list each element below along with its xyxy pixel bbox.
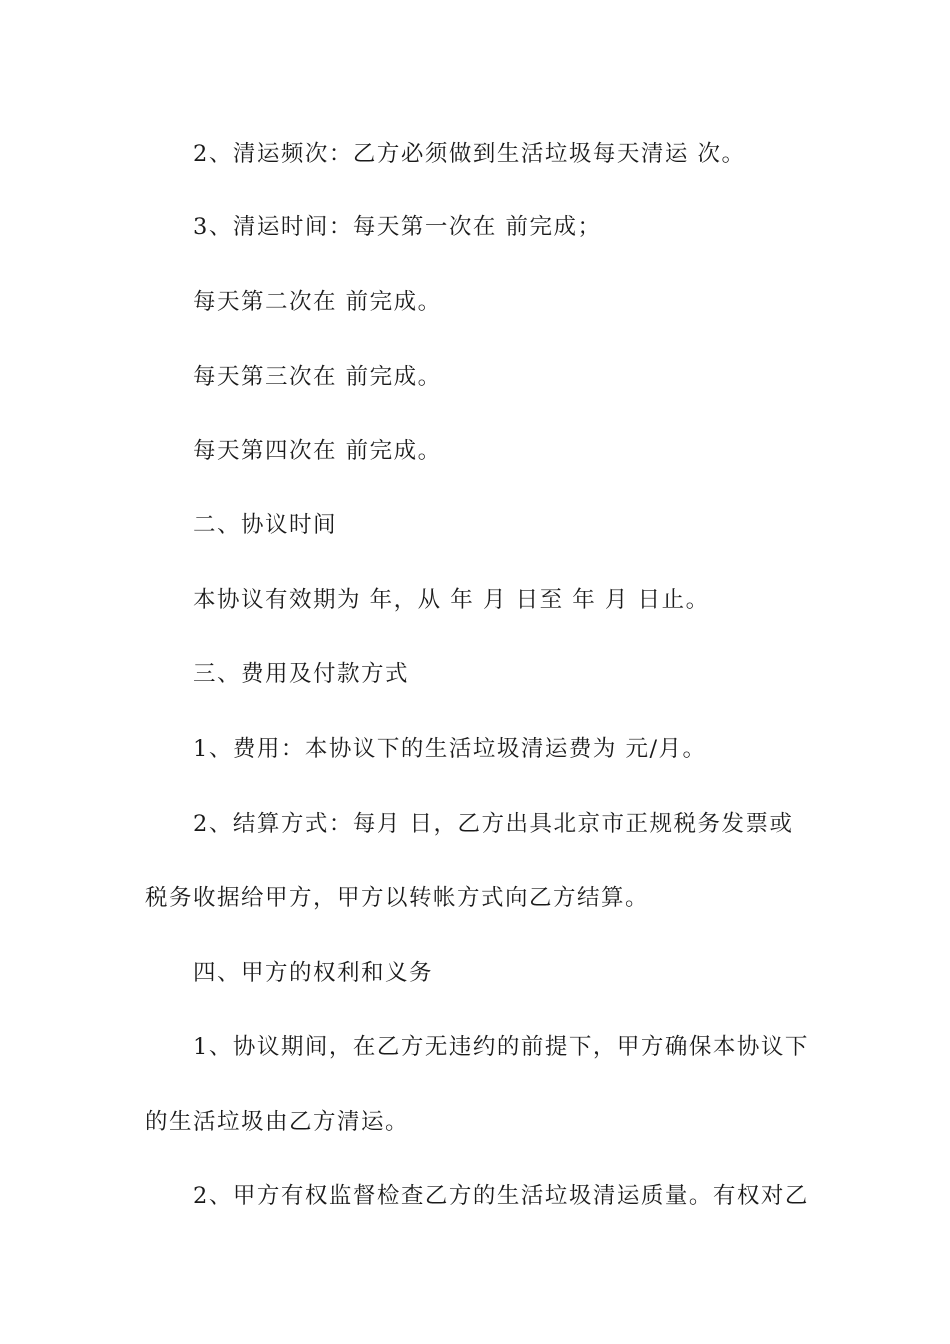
clause-clearance-frequency: 2、清运频次：乙方必须做到生活垃圾每天清运 次。 [193, 141, 746, 167]
clause-party-a-1-line1: 1、协议期间，在乙方无违约的前提下，甲方确保本协议下 [193, 1034, 809, 1060]
clause-fourth-clearance: 每天第四次在 前完成。 [193, 438, 442, 464]
section-heading-fees: 三、费用及付款方式 [193, 661, 410, 687]
clause-validity-period: 本协议有效期为 年，从 年 月 日至 年 月 日止。 [193, 587, 710, 613]
section-heading-party-a: 四、甲方的权利和义务 [193, 960, 434, 986]
clause-second-clearance: 每天第二次在 前完成。 [193, 289, 442, 315]
clause-settlement-line2: 税务收据给甲方，甲方以转帐方式向乙方结算。 [145, 885, 650, 911]
clause-clearance-time: 3、清运时间：每天第一次在 前完成； [193, 214, 602, 240]
clause-settlement-line1: 2、结算方式：每月 日，乙方出具北京市正规税务发票或 [193, 811, 794, 837]
section-heading-term: 二、协议时间 [193, 512, 338, 538]
clause-party-a-1-line2: 的生活垃圾由乙方清运。 [145, 1109, 410, 1135]
clause-party-a-2-line1: 2、甲方有权监督检查乙方的生活垃圾清运质量。有权对乙 [193, 1183, 809, 1209]
clause-fee: 1、费用：本协议下的生活垃圾清运费为 元/月。 [193, 736, 707, 762]
clause-third-clearance: 每天第三次在 前完成。 [193, 364, 442, 390]
